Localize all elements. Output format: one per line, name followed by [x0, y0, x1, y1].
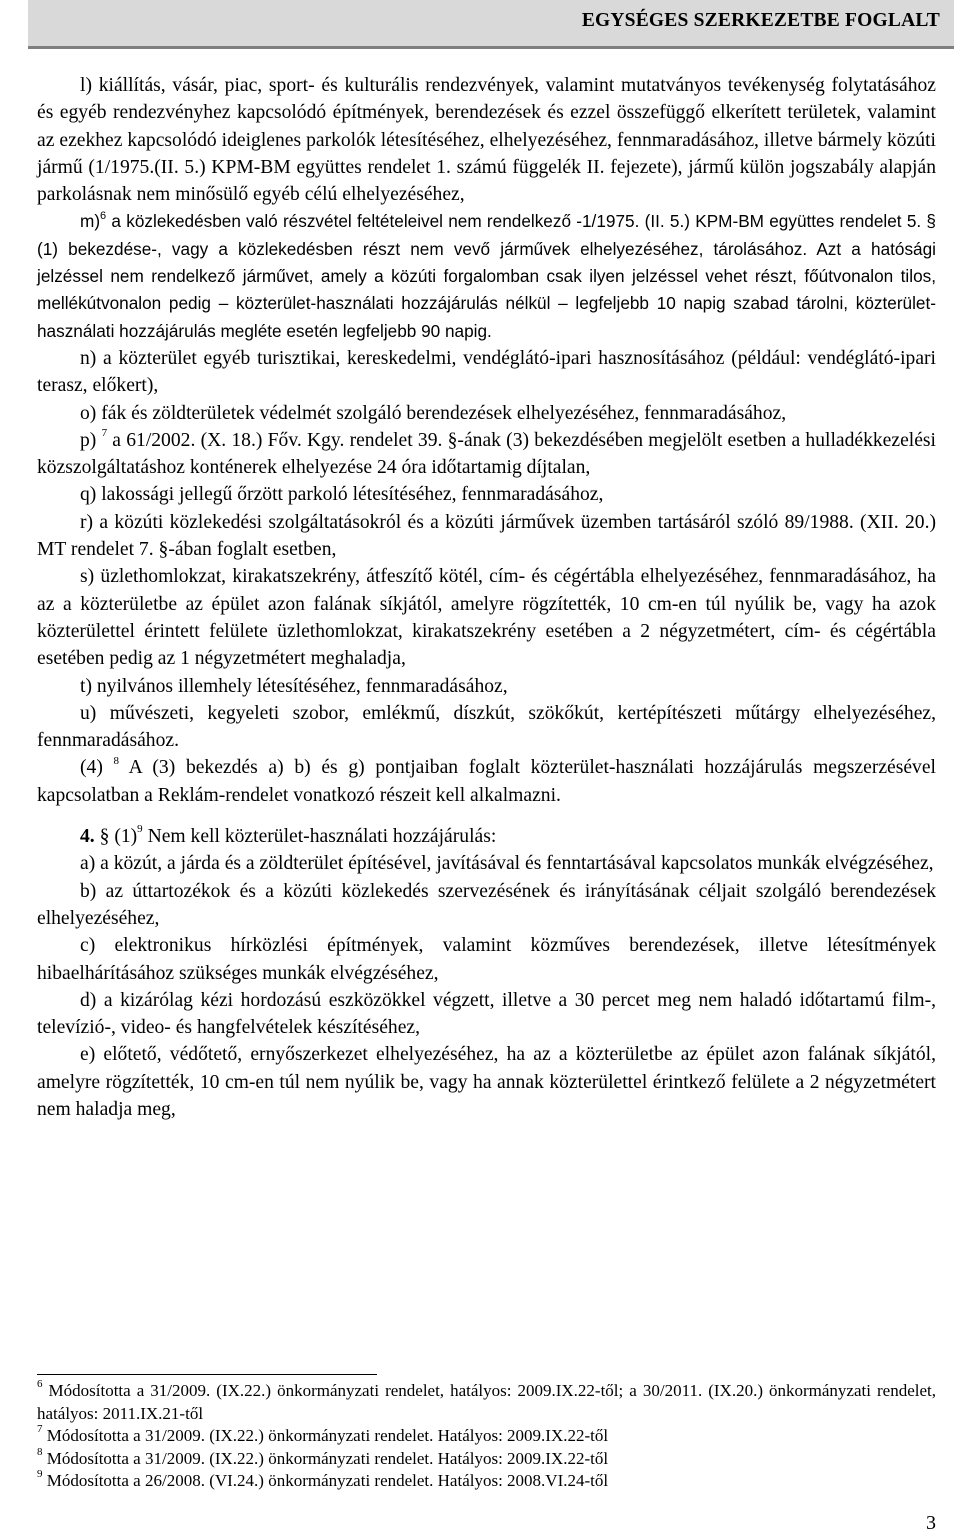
footnotes [37, 1380, 936, 1493]
paragraph-4: (4) $^8$ A (3) bekezdés a) b) és g) pontjaiban foglalt közterület-használati hozzájárulás megszerzésével kapcsolatban a Reklám-rendelet vonatkozó részeit kell alkalmazni. [37, 754, 936, 806]
paragraph-q: q) lakossági jellegű őrzött parkoló létesítéséhez, fennmaradásához, [80, 484, 604, 506]
document-body [37, 72, 936, 1123]
paragraph-c: c) elektronikus hírközlési építmények, valamint közműves berendezések, illetve létesítmények hibaelhárításához szükséges munkák elvégzéséhez, [37, 935, 936, 984]
paragraph-o: o) fák és zöldterületek védelmét szolgáló berendezések elhelyezéséhez, fennmaradásához, [80, 402, 787, 424]
section-number: 4. [80, 826, 95, 848]
paragraph-n: n) a közterület egyéb turisztikai, kereskedelmi, vendéglátó-ipari hasznosításához (például: vendéglátó-ipari terasz, előkert), [37, 347, 936, 397]
footnote-ref-7[interactable]: 7 [101, 427, 108, 440]
paragraph-t: t) nyilvános illemhely létesítéséhez, fennmaradásához, [80, 675, 508, 697]
paragraph-e: e) előtető, védőtető, ernyőszerkezet elhelyezéséhez, ha az a közterületbe az épület azon falának síkjától, amelyre rögzítették, 10 cm-en túl nem nyúlik be, vagy ha annak közterülettel érintkező felülete a 2 négyzetmétert nem haladja meg, [37, 1044, 936, 1120]
paragraph-p: p) $^7$ a 61/2002. (X. 18.) Főv. Kgy. rendelet 39. §-ának (3) bekezdésében megjelölt esetben a hulladékkezelési közszolgáltatáshoz konténerek elhelyezése 24 óra időtartamig díjtalan, [37, 427, 936, 479]
footnote-ref-8[interactable]: 8 [113, 754, 120, 767]
footnote: $^9$ Módosította a 26/2008. (VI.24.) önkormányzati rendelet. Hatályos: 2008.VI.24-től [37, 1468, 609, 1490]
document-header [28, 0, 954, 49]
footnote: $^7$ Módosította a 31/2009. (IX.22.) önkormányzati rendelet. Hatályos: 2009.IX.22-től [37, 1423, 609, 1445]
footnote: $^8$ Módosította a 31/2009. (IX.22.) önkormányzati rendelet. Hatályos: 2009.IX.22-től [37, 1445, 609, 1468]
paragraph-d: d) a kizárólag kézi hordozású eszközökkel végzett, illetve a 30 percet meg nem haladó időtartamú film-, televízió-, video- és hangfelvételek készítéséhez, [37, 989, 936, 1039]
paragraph-a: a) a közút, a járda és a zöldterület építésével, javításával és fenntartásával kapcsolatos munkák elvégzéséhez, [80, 853, 934, 875]
footnote: $^6$ Módosította a 31/2009. (IX.22.) önkormányzati rendelet, hatályos: 2009.IX.22-től; a 30/2011. (IX.20.) önkormányzati rendelet, hatályos: 2011.IX.21-től [37, 1378, 936, 1423]
section-4-heading: 4. § $(1)^9$ Nem kell közterület-használati hozzájárulás: [80, 823, 497, 848]
header-title: EGYSÉGES SZERKEZETBE FOGLALT [581, 10, 940, 31]
paragraph-m: m)$^6$ a közlekedésben való részvétel feltételeivel nem rendelkező -1/1975. (II. 5.) KPM-BM együttes rendelet 5. § (1) bekezdése-, vagy a közlekedésben részt nem vevő járművek elhelyezéséhez, tárolásához. Azt a hatósági jelzéssel nem rendelkező járművet, amely a közúti forgalomban csak ilyen jelzéssel vehet részt, főútvonalon tilos, mellékútvonalon pedig – közterület-használati hozzájárulás nélkül – legfeljebb 10 napig szabad tárolni, közterület-használati hozzájárulás megléte esetén legfeljebb 90 napig. [37, 209, 936, 341]
paragraph-r: r) a közúti közlekedési szolgáltatásokról és a közúti járművek üzemben tartásáról szóló 89/1988. (XII. 20.) MT rendelet 7. §-ában foglalt esetben, [37, 511, 936, 561]
paragraph-s: s) üzlethomlokzat, kirakatszekrény, átfeszítő kötél, cím- és cégértábla elhelyezéséhez, fennmaradásához, ha az a közterületbe az épület azon falának síkjától, amelyre rögzítették, 10 cm-en túl nyúlik be, vagy ha azok közterülettel érintett felülete üzlethomlokzat, kirakatszekrény esetében a 2 négyzetmétert, cím- és cégértábla esetében pedig az 1 négyzetmétert meghaladja, [37, 566, 936, 670]
footnote-ref-6[interactable]: 6 [100, 209, 107, 222]
footnote-divider [37, 1374, 377, 1375]
paragraph-u: u) művészeti, kegyeleti szobor, emlékmű, díszkút, szökőkút, kertépítészeti műtárgy elhelyezéséhez, fennmaradásához. [37, 702, 936, 752]
footnote-ref-9[interactable]: 9 [137, 823, 143, 836]
page-number: 3 [926, 1512, 936, 1534]
paragraph-b: b) az úttartozékok és a közúti közlekedés szervezésének és irányításának céljait szolgáló berendezések elhelyezéséhez, [37, 880, 936, 929]
paragraph-l: l) kiállítás, vásár, piac, sport- és kulturális rendezvények, valamint mutatványos tevékenység folytatásához és egyéb rendezvényhez kapcsolódó építmények, berendezések és ezzel összefüggő elkerített területek, valamint az ezekhez kapcsolódó ideiglenes parkolók létesítéséhez, elhelyezéséhez, fennmaradásához, illetve bármely közúti jármű (1/1975.(II. 5.) KPM-BM együttes rendelet 1. számú függelék II. fejezete), jármű külön jogszabály alapján parkolásnak nem minősülő egyéb célú elhelyezéséhez, [37, 75, 936, 206]
